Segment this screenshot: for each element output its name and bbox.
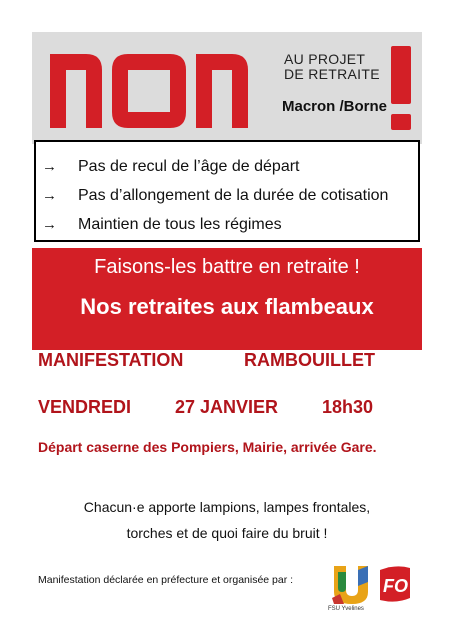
event-type: MANIFESTATION <box>38 350 184 370</box>
header-band <box>32 32 422 144</box>
event-route: Départ caserne des Pompiers, Mairie, arrivée Gare. <box>38 439 377 455</box>
fsu-caption: FSU Yvelines <box>328 606 364 612</box>
demand-item <box>42 152 418 181</box>
fo-logo <box>376 564 414 604</box>
demand-text: Maintien de tous les régimes <box>78 215 282 233</box>
arrow-icon: → <box>42 216 57 233</box>
non-title-logo <box>46 46 276 132</box>
footer-text: Manifestation déclarée en préfecture et organisée par : <box>38 574 294 586</box>
header-sub-line1: AU PROJET <box>284 51 366 67</box>
event-date: 27 JANVIER <box>175 397 279 417</box>
header-names: Macron /Borne <box>282 98 388 115</box>
event-day: VENDREDI <box>38 397 132 417</box>
demand-text: Pas d’allongement de la durée de cotisation <box>78 186 389 204</box>
red-banner <box>32 248 422 350</box>
banner-title: Nos retraites aux flambeaux <box>80 294 374 319</box>
header-subtitle <box>284 52 394 82</box>
bring-line2: torches et de quoi faire du bruit ! <box>126 525 328 541</box>
fo-logo-text: FO <box>383 576 408 596</box>
header-sub-line2: DE RETRAITE <box>284 66 380 82</box>
event-city: RAMBOUILLET <box>244 350 375 370</box>
bring-line1: Chacun·e apporte lampions, lampes frontales, <box>83 499 371 515</box>
demand-item <box>42 181 418 210</box>
poster <box>32 32 422 617</box>
bring-instructions <box>32 494 422 546</box>
banner-slogan: Faisons-les battre en retraite ! <box>94 256 360 278</box>
demand-item <box>42 210 418 239</box>
demand-text: Pas de recul de l’âge de départ <box>78 157 300 175</box>
exclamation-mark <box>389 44 413 134</box>
event-time: 18h30 <box>322 397 374 417</box>
arrow-icon: → <box>42 187 57 204</box>
arrow-icon: → <box>42 158 57 175</box>
demands-box <box>34 140 420 242</box>
